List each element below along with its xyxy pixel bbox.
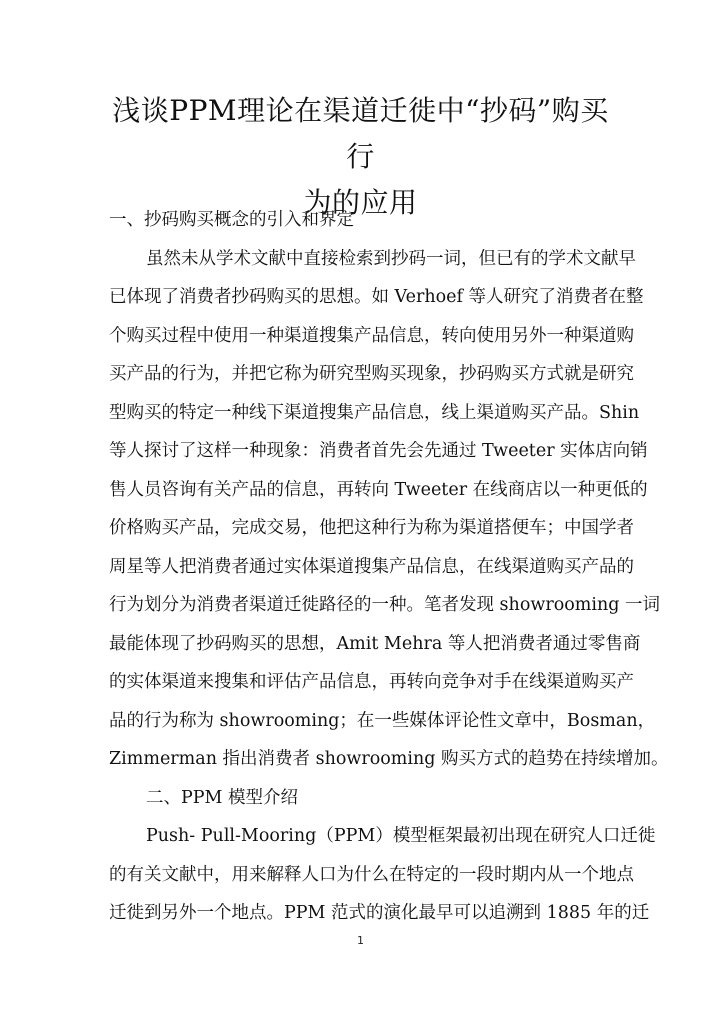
paragraph-line: 已体现了消费者抄码购买的思想。如 Verhoef 等人研究了消费者在整 [109,287,644,307]
paragraph-line: 最能体现了抄码购买的思想，Amit Mehra 等人把消费者通过零售商 [109,633,641,654]
paragraph-line: 售人员咨询有关产品的信息，再转向 Tweeter 在线商店以一种更低的 [109,479,648,500]
paragraph-line: 行为划分为消费者渠道迁徙路径的一种。笔者发现 showrooming 一词 [109,595,660,615]
paragraph-line: 的有关文献中，用来解释人口为什么在特定的一段时期内从一个地点 [109,864,634,885]
section-heading-2: 二、PPM 模型介绍 [146,787,299,808]
paragraph-line: 价格购买产品，完成交易，他把这种行为称为渠道搭便车；中国学者 [109,518,634,538]
paragraph-line: Zimmerman 指出消费者 showrooming 购买方式的趋势在持续增加。 [109,749,669,769]
title-line-2: 为的应用 [303,186,418,219]
paragraph-line: 虽然未从学术文献中直接检索到抄码一词，但已有的学术文献早 [146,248,636,269]
paragraph-line: 等人探讨了这样一种现象：消费者首先会先通过 Tweeter 实体店向销 [109,441,648,461]
paragraph-line: 迁徙到另外一个地点。PPM 范式的演化最早可以追溯到 1885 年的迁 [109,903,650,923]
paragraph-line: 买产品的行为，并把它称为研究型购买现象，抄码购买方式就是研究 [109,364,634,384]
title-line-1: 浅谈PPM理论在渠道迁徙中“抄码”购买行 [112,94,609,173]
paragraph-line: 品的行为称为 showrooming；在一些媒体评论性文章中，Bosman， [109,710,656,731]
document-body [109,201,669,933]
paragraph-line: 型购买的特定一种线下渠道搜集产品信息，线上渠道购买产品。Shin [109,402,640,423]
paragraph-line: Push- Pull-Mooring（PPM）模型框架最初出现在研究人口迁徙 [146,826,656,846]
paragraph-line: 个购买过程中使用一种渠道搜集产品信息，转向使用另外一种渠道购 [109,325,634,346]
section-heading-1: 一、抄码购买概念的引入和界定 [109,210,354,230]
paragraph-line: 周星等人把消费者通过实体渠道搜集产品信息，在线渠道购买产品的 [109,556,634,577]
paragraph-line: 的实体渠道来搜集和评估产品信息，再转向竞争对手在线渠道购买产 [109,672,634,692]
page-number: 1 [357,934,364,947]
